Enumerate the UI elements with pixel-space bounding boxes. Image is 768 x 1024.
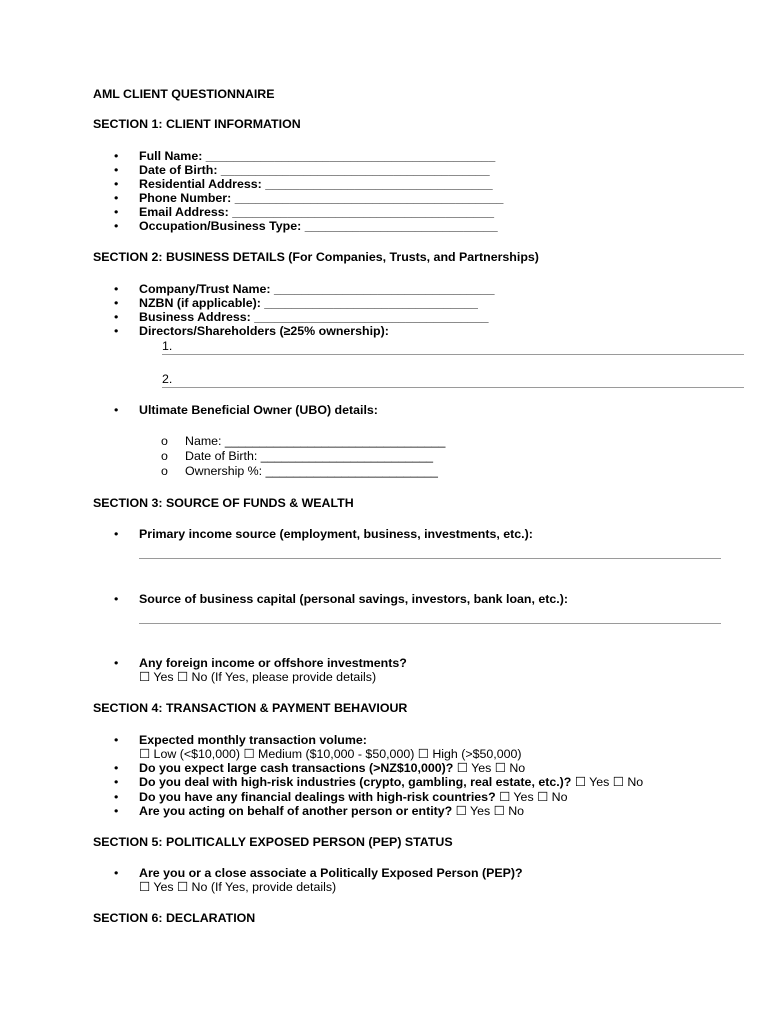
monthly-volume-options: ☐ Low (<$10,000) ☐ Medium ($10,000 - $50,000) ☐ High (>$50,000) — [139, 747, 522, 761]
director-line-2-number: 2. — [162, 372, 173, 386]
director-line-2 — [162, 387, 744, 388]
cash-transactions-question — [139, 761, 525, 775]
nzbn-field: • NZBN (if applicable): _______________________________ — [139, 296, 478, 310]
acting-on-behalf-label: Are you acting on behalf of another person or entity? — [139, 804, 453, 818]
high-risk-countries-label: Do you have any financial dealings with high-risk countries? — [139, 790, 496, 804]
section-6-heading: SECTION 6: DECLARATION — [93, 911, 256, 925]
section-2-heading: SECTION 2: BUSINESS DETAILS (For Companies, Trusts, and Partnerships) — [93, 250, 539, 264]
ubo-details-label: • Ultimate Beneficial Owner (UBO) details: — [139, 403, 378, 417]
foreign-income-options: ☐ Yes ☐ No (If Yes, please provide details) — [139, 670, 377, 684]
acting-on-behalf-question — [139, 804, 524, 818]
email-address-field: • Email Address: ______________________________________ — [139, 205, 494, 219]
full-name-field: • Full Name: __________________________________________ — [139, 149, 495, 163]
residential-address-field: • Residential Address: _________________________________ — [139, 177, 493, 191]
ubo-ownership-field: o Ownership %: _________________________ — [185, 464, 438, 479]
date-of-birth-field: • Date of Birth: _______________________________________ — [139, 163, 490, 177]
section-1-heading: SECTION 1: CLIENT INFORMATION — [93, 117, 301, 131]
high-risk-industries-question — [139, 775, 643, 789]
document-title: AML CLIENT QUESTIONNAIRE — [93, 87, 275, 101]
high-risk-industries-options: ☐ Yes ☐ No — [571, 775, 644, 789]
high-risk-countries-question — [139, 790, 567, 804]
director-line-1 — [162, 354, 744, 355]
pep-question: • Are you or a close associate a Politically Exposed Person (PEP)? — [139, 866, 523, 880]
business-capital-answer-line — [139, 623, 721, 624]
ubo-date-of-birth-field: o Date of Birth: _________________________ — [185, 449, 433, 464]
phone-number-field: • Phone Number: _______________________________________ — [139, 191, 503, 205]
monthly-volume-question: • Expected monthly transaction volume: — [139, 733, 367, 747]
business-capital-question: • Source of business capital (personal savings, investors, bank loan, etc.): — [139, 592, 568, 606]
primary-income-answer-line — [139, 558, 721, 559]
cash-transactions-options: ☐ Yes ☐ No — [453, 761, 526, 775]
section-5-heading: SECTION 5: POLITICALLY EXPOSED PERSON (PEP) STATUS — [93, 835, 453, 849]
high-risk-industries-label: Do you deal with high-risk industries (crypto, gambling, real estate, etc.)? — [139, 775, 572, 789]
section-3-heading: SECTION 3: SOURCE OF FUNDS & WEALTH — [93, 496, 354, 510]
foreign-income-question: • Any foreign income or offshore investments? — [139, 656, 407, 670]
pep-options: ☐ Yes ☐ No (If Yes, provide details) — [139, 880, 337, 894]
ubo-name-field: o Name: ________________________________ — [185, 434, 445, 449]
section-4-heading: SECTION 4: TRANSACTION & PAYMENT BEHAVIOUR — [93, 701, 408, 715]
primary-income-question: • Primary income source (employment, business, investments, etc.): — [139, 527, 533, 541]
company-name-field: • Company/Trust Name: ________________________________ — [139, 282, 494, 296]
director-line-1-number: 1. — [162, 339, 173, 353]
business-address-field: • Business Address: __________________________________ — [139, 310, 489, 324]
high-risk-countries-options: ☐ Yes ☐ No — [495, 790, 568, 804]
acting-on-behalf-options: ☐ Yes ☐ No — [452, 804, 525, 818]
cash-transactions-label: Do you expect large cash transactions (>NZ$10,000)? — [139, 761, 454, 775]
directors-shareholders-label: • Directors/Shareholders (≥25% ownership): — [139, 324, 389, 338]
occupation-field: • Occupation/Business Type: ____________________________ — [139, 219, 498, 233]
